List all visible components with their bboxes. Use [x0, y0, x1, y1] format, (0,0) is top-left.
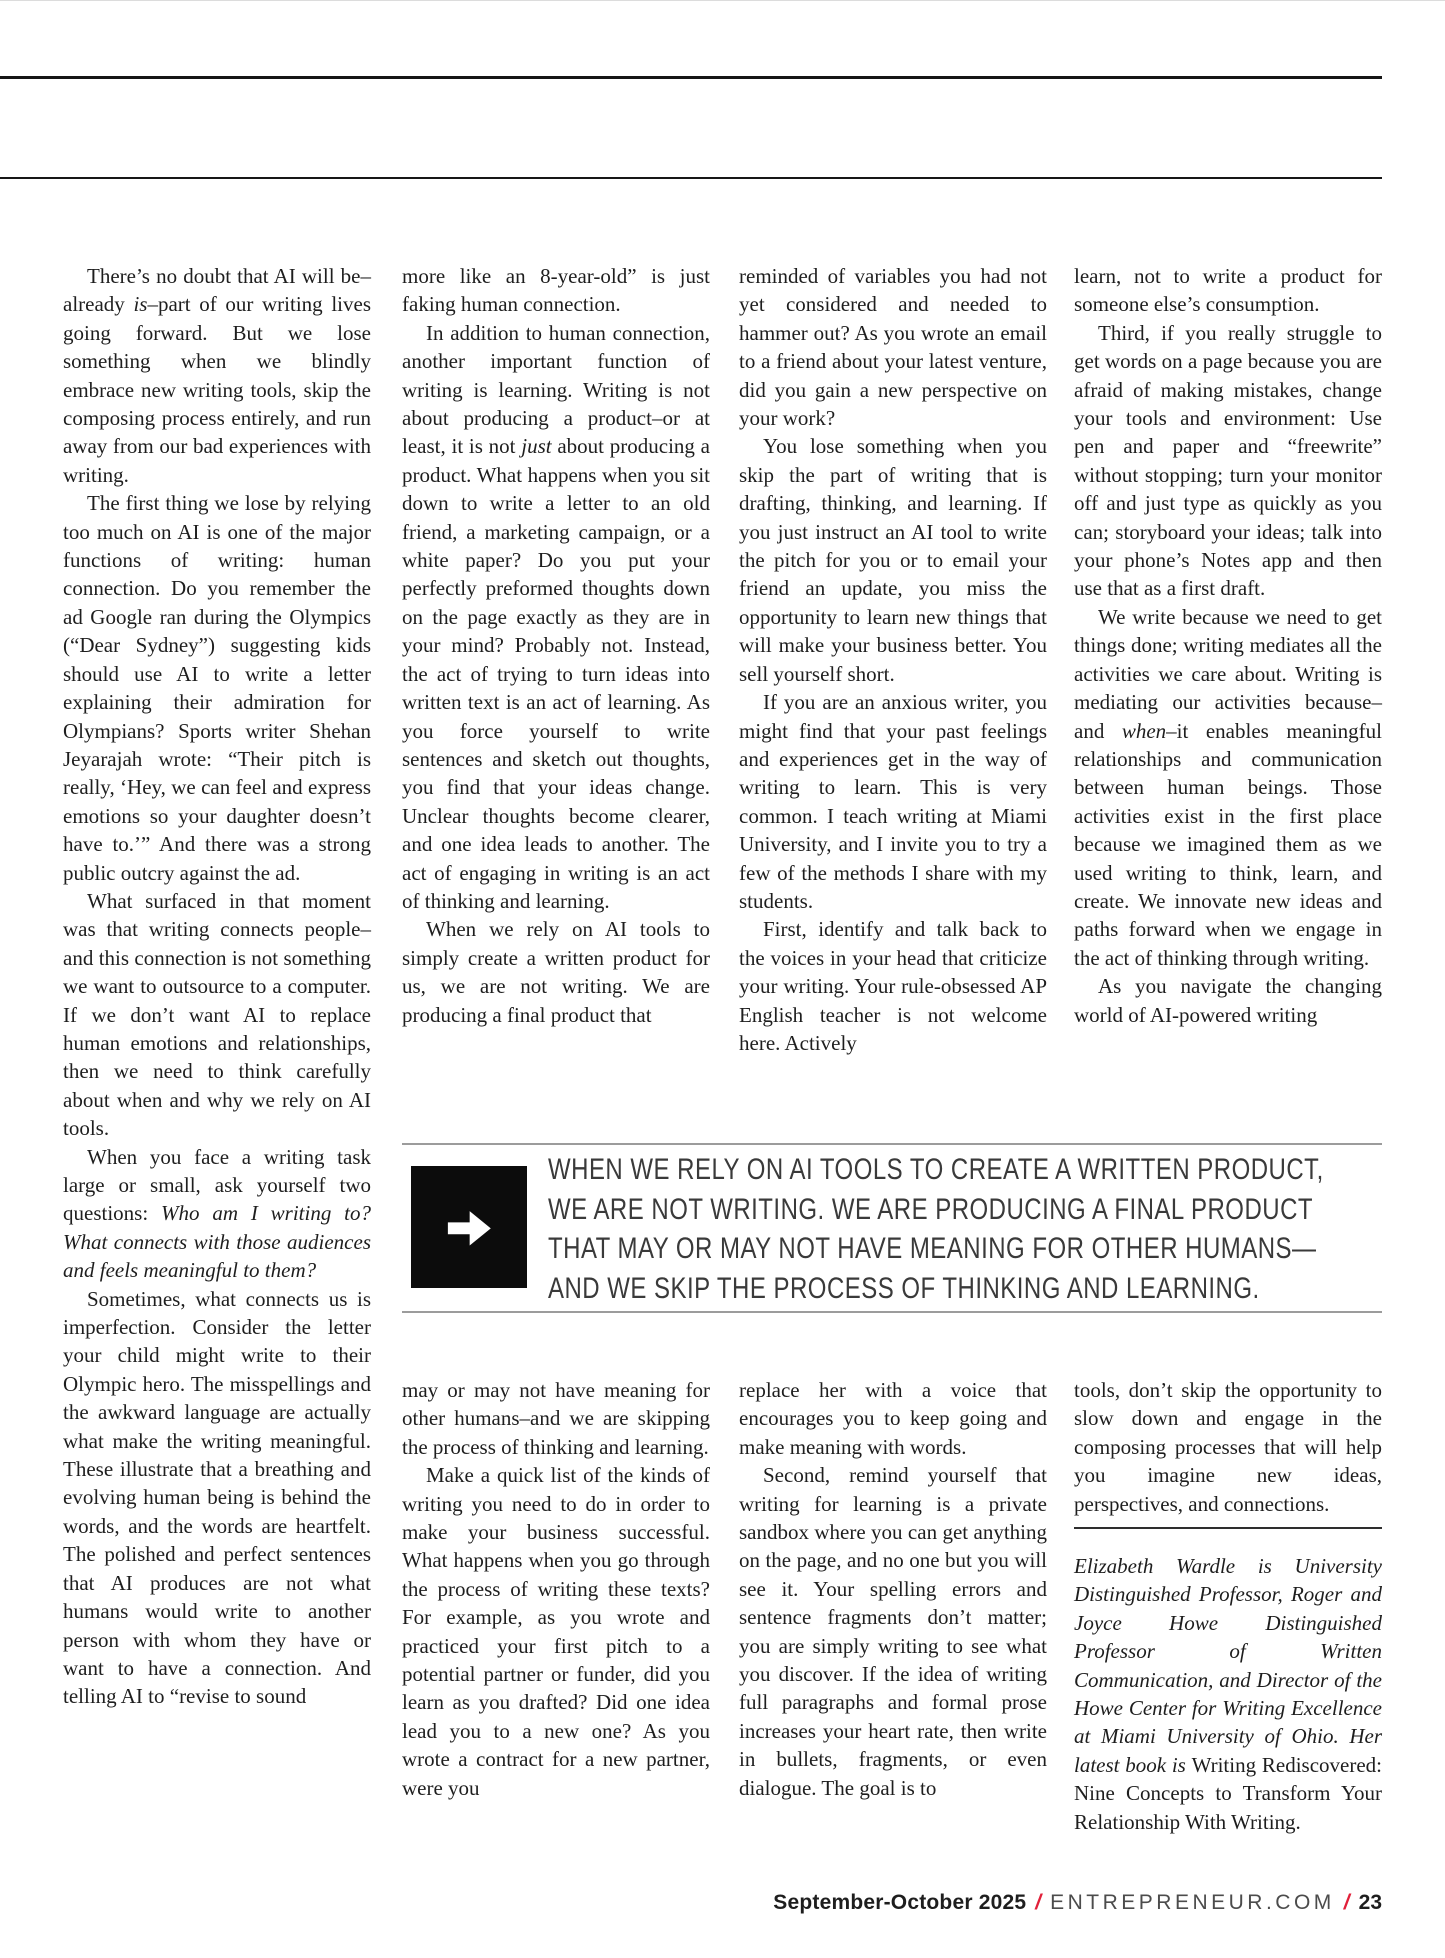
paragraph	[739, 432, 1047, 688]
paragraph	[402, 1376, 710, 1461]
footer-site-url: ENTREPRENEUR.COM	[1050, 1891, 1335, 1914]
text-segment: First, identify and talk back to the voices in your head that criticize your writing. Your rule-obsessed AP English teacher is not welcome here. Actively	[739, 917, 1047, 1055]
text-segment: Elizabeth Wardle is University Distinguished Professor, Roger and Joyce Howe Distinguished Professor of Written Communication, and Director of the Howe Center for Writing Excellence at Miami University of Ohio. Her latest book is	[1074, 1554, 1382, 1777]
paragraph	[63, 887, 371, 1143]
text-segment: Who am I writing to? What connects with those audiences and feels meaningful to them?	[63, 1201, 372, 1283]
body-column-3-upper	[739, 262, 1047, 1057]
body-column-1	[63, 262, 371, 1711]
text-segment: Second, remind yourself that writing for learning is a private sandbox where you can get anything on the page, and no one but you will see it. Your spelling errors and sentence fragments don’t matter; you are simply writing to see what you discover. If the idea of writing full paragraphs and formal prose increases your heart rate, then write in bullets, fragments, or even dialogue. The goal is to	[739, 1463, 1047, 1800]
paragraph	[1074, 262, 1382, 319]
text-segment: Sometimes, what connects us is imperfection. Consider the letter your child might write to their Olympic hero. The misspellings and the awkward language are actually what make the writing meaningful. These illustrate that a breathing and evolving human being is behind the words, and the words are heartfelt. The polished and perfect sentences that AI produces are not what humans would write to another person with whom they have or want to have a connection. And telling AI to “revise to sound	[63, 1286, 371, 1709]
text-segment: The first thing we lose by relying too much on AI is one of the major functions of writing: human connection. Do you remember the ad Google ran during the Olympics (“Dear Sydney”) suggesting kids should use AI to write a letter explaining their admiration for Olympians? Sports writer Shehan Jeyarajah wrote: “Their pitch is really, ‘Hey, we can feel and express emotions so your daughter doesn’t have to.’” And there was a strong public outcry against the ad.	[63, 491, 371, 885]
text-segment: is	[133, 292, 148, 317]
paragraph	[402, 262, 710, 319]
top-rule-primary	[0, 76, 1382, 79]
pull-quote-text	[548, 1150, 1384, 1308]
pull-quote-line: WE ARE NOT WRITING. WE ARE PRODUCING A FINAL PRODUCT	[548, 1192, 1314, 1226]
footer-page-number: 23	[1358, 1891, 1382, 1914]
pull-quote-rule-top	[402, 1143, 1382, 1145]
page-footer	[63, 1891, 1382, 1915]
text-segment: Writing Rediscovered: Nine Concepts to Transform Your Relationship With Writing.	[1074, 1752, 1382, 1834]
paragraph	[1074, 603, 1382, 972]
paragraph	[739, 262, 1047, 432]
body-column-4-lower	[1074, 1376, 1382, 1518]
text-segment: when	[1121, 718, 1167, 743]
text-segment: tools, don’t skip the opportunity to slow down and engage in the composing processes that will help you imagine new ideas, perspectives, and connections.	[1074, 1378, 1382, 1516]
footer-slash-icon: /	[1035, 1891, 1042, 1914]
paragraph	[402, 319, 710, 916]
text-segment: learn, not to write a product for someone else’s consumption.	[1074, 264, 1382, 317]
text-segment: Make a quick list of the kinds of writing you need to do in order to make your business successful. What happens when you go through the process of writing these texts? For example, as you wrote and practiced your first pitch to a potential partner or funder, did you learn as you drafted? Did one idea lead you to a new one? As you wrote a contract for a new partner, were you	[402, 1463, 710, 1800]
text-segment: replace her with a voice that encourages you to keep going and make meaning with words.	[739, 1378, 1047, 1459]
text-segment: In addition to human connection, another important function of writing is learning. Writing is not about producing a product–or at least, it is not	[402, 320, 710, 459]
paragraph	[739, 915, 1047, 1057]
author-bio	[1074, 1552, 1382, 1836]
author-bio-rule	[1074, 1527, 1382, 1529]
text-segment: may or may not have meaning for other humans–and we are skipping the process of thinking and learning.	[402, 1378, 710, 1459]
paragraph	[63, 1143, 371, 1285]
body-column-2-lower	[402, 1376, 710, 1802]
pull-quote-line: WHEN WE RELY ON AI TOOLS TO CREATE A WRITTEN PRODUCT,	[548, 1153, 1324, 1186]
text-segment: There’s no doubt that AI will be–already	[63, 264, 371, 317]
text-segment: When we rely on AI tools to simply create a written product for us, we are not writing. We are producing a final product that	[402, 917, 710, 1027]
paragraph	[1074, 319, 1382, 603]
arrow-right-icon	[436, 1194, 502, 1260]
text-segment: more like an 8-year-old” is just faking human connection.	[402, 264, 710, 317]
paragraph	[1074, 972, 1382, 1029]
body-column-3-lower	[739, 1376, 1047, 1802]
paragraph	[402, 915, 710, 1029]
text-segment: about producing a product. What happens when you sit down to write a letter to an old friend, a marketing campaign, or a white paper? Do you put your perfectly preformed thoughts down on the page exactly as they are in your mind? Probably not. Instead, the act of trying to turn ideas into written text is an act of learning. As you force yourself to write sentences and sketch out thoughts, you find that your ideas change. Unclear thoughts become clearer, and one idea leads to another. The act of engaging in writing is an act of thinking and learning.	[402, 434, 710, 913]
paragraph	[402, 1461, 710, 1802]
body-column-2-upper	[402, 262, 710, 1029]
paragraph	[739, 1376, 1047, 1461]
text-segment: reminded of variables you had not yet considered and needed to hammer out? As you wrote an email to a friend about your latest venture, did you gain a new perspective on your work?	[739, 264, 1047, 431]
text-segment: As you navigate the changing world of AI-powered writing	[1074, 974, 1382, 1027]
paragraph	[1074, 1552, 1382, 1836]
text-segment: You lose something when you skip the part of writing that is drafting, thinking, and learning. If you just instruct an AI tool to write the pitch for you or to email your friend an update, you miss the opportunity to learn new things that will make your business better. You sell yourself short.	[739, 434, 1047, 686]
paragraph	[739, 688, 1047, 915]
text-segment: What surfaced in that moment was that writing connects people–and this connection is not something we want to outsource to a computer. If we don’t want AI to replace human emotions and relationships, then we need to think carefully about when and why we rely on AI tools.	[63, 888, 371, 1141]
top-rule-secondary	[0, 177, 1382, 179]
pull-quote-line: THAT MAY OR MAY NOT HAVE MEANING FOR OTHER HUMANS—	[548, 1232, 1317, 1265]
paragraph	[63, 1285, 371, 1711]
footer-slash-icon: /	[1343, 1891, 1350, 1914]
paragraph	[63, 262, 371, 489]
body-column-4-upper	[1074, 262, 1382, 1029]
pull-quote-arrow-box	[411, 1166, 527, 1288]
paragraph	[739, 1461, 1047, 1802]
paragraph	[1074, 1376, 1382, 1518]
text-segment: Third, if you really struggle to get words on a page because you are afraid of making mistakes, change your tools and environment: Use pen and paper and “freewrite” without stopping; turn your monitor off and just type as quickly as you can; storyboard your ideas; talk into your phone’s Notes app and then use that as a first draft.	[1074, 320, 1382, 601]
paragraph	[63, 489, 371, 887]
pull-quote-rule-bottom	[402, 1311, 1382, 1313]
text-segment: We write because we need to get things done; writing mediates all the activities we care about. Writing is mediating our activities because–and	[1074, 604, 1382, 743]
text-segment: just	[521, 434, 552, 459]
page-edge-hairline	[0, 0, 1445, 1]
text-segment: When you face a writing task large or small, ask yourself two questions:	[63, 1144, 371, 1226]
pull-quote-line: AND WE SKIP THE PROCESS OF THINKING AND LEARNING.	[548, 1271, 1260, 1305]
text-segment: –part of our writing lives going forward. But we lose something when we blindly embrace new writing tools, skip the composing process entirely, and run away from our bad experiences with writing.	[63, 292, 371, 487]
footer-issue-date: September-October 2025	[773, 1891, 1027, 1914]
text-segment: –it enables meaningful relationships and communication between human beings. Those activities exist in the first place because we imagined them as we used writing to think, learn, and create. We innovate new ideas and paths forward when we engage in the act of thinking through writing.	[1074, 718, 1382, 970]
text-segment: If you are an anxious writer, you might find that your past feelings and experiences get in the way of writing to learn. This is very common. I teach writing at Miami University, and I invite you to try a few of the methods I share with my students.	[739, 690, 1047, 913]
